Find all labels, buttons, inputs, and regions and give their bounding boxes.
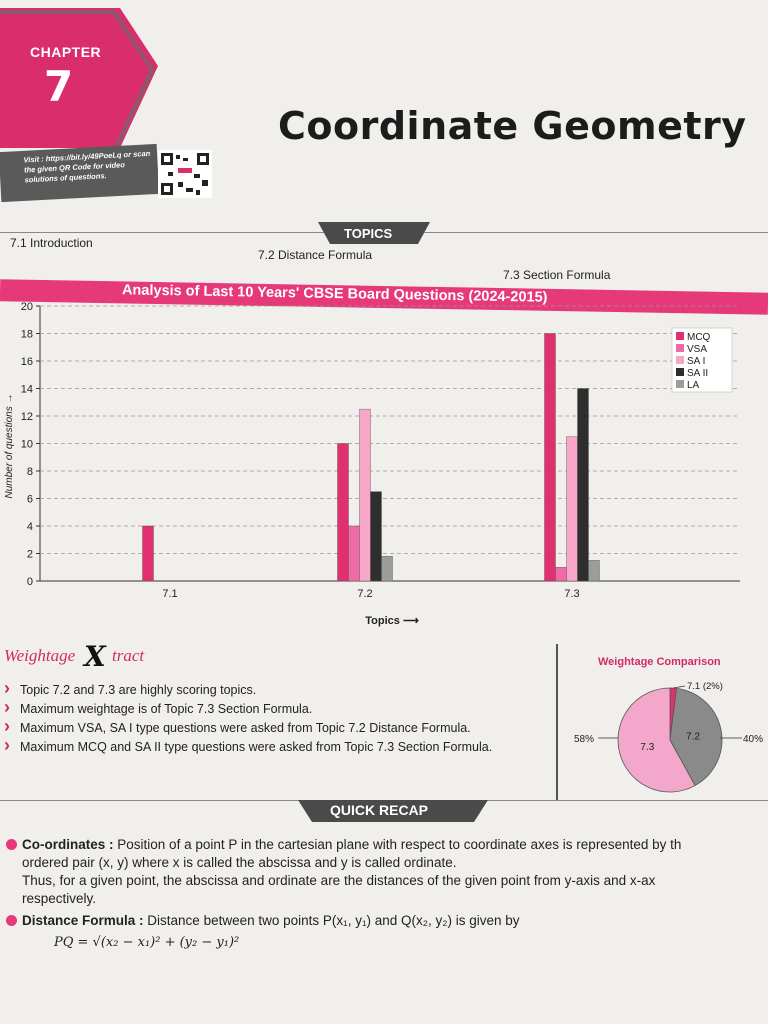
- pie-percent-label: 40%: [743, 734, 764, 745]
- bar-sa-ii: [371, 492, 382, 581]
- weightage-point: › Maximum weightage is of Topic 7.3 Section Formula.: [4, 701, 514, 717]
- recap-text: respectively.: [22, 891, 97, 906]
- x-tick-label: 7.2: [357, 588, 373, 600]
- y-tick-label: 0: [26, 576, 33, 588]
- legend-swatch: [676, 368, 684, 376]
- recap-text: Position of a point P in the cartesian plane with respect to coordinate axes is represented by th: [117, 837, 682, 852]
- recap-coordinates: [6, 836, 768, 908]
- weightage-point: › Maximum MCQ and SA II type questions were asked from Topic 7.3 Section Formula.: [4, 739, 514, 755]
- legend-swatch: [676, 344, 684, 352]
- bar-la: [382, 556, 393, 581]
- topic-item: 7.3 Section Formula: [503, 268, 611, 282]
- weightage-tract: tract: [112, 646, 145, 665]
- bullet-icon: [6, 839, 17, 850]
- pie-slice-label: 7.3: [640, 741, 655, 753]
- legend-label: LA: [687, 380, 700, 391]
- bar-mcq: [143, 526, 154, 581]
- legend-label: VSA: [687, 344, 708, 355]
- weightage-points: [4, 682, 514, 758]
- analysis-title: Analysis of Last 10 Years' CBSE Board Questions (2024-2015): [121, 282, 548, 306]
- chapter-number: 7: [44, 62, 74, 111]
- quick-recap-content: [6, 836, 768, 952]
- y-tick-label: 18: [20, 328, 33, 341]
- pie-percent-label: 58%: [574, 734, 595, 745]
- pie-percent-label: 7.1 (2%): [687, 681, 723, 692]
- recap-text: Distance between two points P(x₁, y₁) and Q(x₂, y₂) is given by: [147, 913, 520, 928]
- weightage-point: › Topic 7.2 and 7.3 are highly scoring topics.: [4, 682, 514, 698]
- y-tick-label: 20: [20, 301, 33, 313]
- legend-swatch: [676, 380, 684, 388]
- recap-term: Co-ordinates :: [22, 837, 114, 852]
- y-tick-label: 2: [26, 548, 33, 561]
- pie-chart: [560, 672, 768, 796]
- recap-text: Thus, for a given point, the abscissa and ordinate are the distances of the given point from y-axis and x-ax: [22, 873, 656, 888]
- qr-code-icon[interactable]: [158, 150, 212, 198]
- recap-distance-formula: [6, 912, 768, 930]
- bar-sa-ii: [578, 389, 589, 582]
- x-tick-label: 7.1: [162, 588, 178, 600]
- bar-la: [589, 560, 600, 581]
- y-tick-label: 6: [26, 493, 33, 506]
- pie-slice-label: 7.2: [686, 731, 700, 743]
- legend-label: MCQ: [687, 332, 711, 343]
- distance-formula: PQ = √(x₂ − x₁)² + (y₂ − y₁)²: [54, 935, 240, 950]
- y-tick-label: 12: [20, 411, 33, 423]
- bar-sa-i: [360, 409, 371, 581]
- topic-item: 7.2 Distance Formula: [258, 248, 373, 262]
- bullet-icon: [6, 915, 17, 926]
- chapter-label: CHAPTER: [30, 44, 102, 60]
- topics-header: TOPICS: [344, 226, 393, 241]
- weightage-x-mark: X: [84, 640, 106, 673]
- y-tick-label: 16: [20, 356, 33, 368]
- topic-item: 7.1 Introduction: [10, 236, 93, 250]
- bar-mcq: [545, 334, 556, 582]
- legend-swatch: [676, 332, 684, 340]
- bar-mcq: [338, 444, 349, 582]
- qr-instruction-text: Visit : https://bit.ly/49PoeLq or scan the given QR Code for video solutions of questions.: [23, 148, 151, 185]
- weightage-comparison-title: Weightage Comparison: [598, 656, 721, 668]
- x-tick-label: 7.3: [564, 588, 580, 600]
- leader-line: [673, 686, 685, 688]
- bar-chart: [0, 296, 768, 636]
- y-tick-label: 4: [26, 521, 33, 533]
- bar-vsa: [556, 567, 567, 581]
- weightage-title: Weightage: [4, 646, 76, 665]
- bar-vsa: [349, 526, 360, 581]
- quick-recap-header: QUICK RECAP: [330, 802, 429, 818]
- legend-label: SA II: [687, 368, 709, 379]
- recap-text: ordered pair (x, y) where x is called the abscissa and y is called ordinate.: [22, 855, 457, 870]
- x-axis-label: Topics ⟶: [365, 615, 419, 627]
- legend-label: SA I: [687, 356, 706, 367]
- y-tick-label: 14: [20, 383, 33, 396]
- chapter-badge-shape: [0, 8, 160, 148]
- y-axis-label: Number of questions →: [4, 393, 15, 499]
- y-tick-label: 10: [20, 438, 33, 451]
- weightage-point: › Maximum VSA, SA I type questions were asked from Topic 7.2 Distance Formula.: [4, 720, 514, 736]
- page-title: Coordinate Geometry: [278, 104, 747, 148]
- bar-sa-i: [567, 437, 578, 581]
- legend-swatch: [676, 356, 684, 364]
- y-tick-label: 8: [26, 466, 33, 478]
- recap-term: Distance Formula :: [22, 913, 144, 928]
